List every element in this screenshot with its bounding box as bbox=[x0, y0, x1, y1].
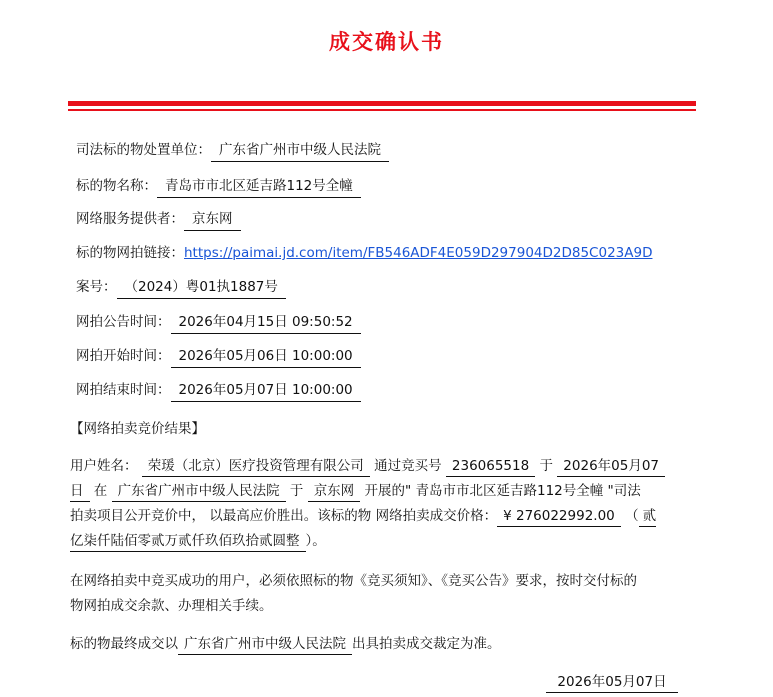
field-disposal-unit bbox=[76, 140, 389, 162]
price-value: 276022992.00 bbox=[515, 508, 615, 524]
price-value-wrap bbox=[497, 506, 621, 527]
price-words: 贰 bbox=[639, 506, 657, 527]
paren-open: （ bbox=[625, 508, 639, 524]
field-auction-link bbox=[76, 243, 652, 263]
payment-paragraph bbox=[70, 569, 700, 619]
field-announce-time bbox=[76, 312, 361, 334]
paren-close: ）。 bbox=[305, 533, 326, 549]
field-label: 标的物名称： bbox=[76, 178, 157, 194]
user-value: 荣瑗（北京）医疗投资管理有限公司 bbox=[142, 456, 370, 477]
field-label: 网拍公告时间： bbox=[76, 314, 171, 330]
sign-date: 2026年05月07日 bbox=[546, 672, 678, 693]
field-case-number bbox=[76, 277, 286, 299]
field-value: 广东省广州市中级人民法院 bbox=[211, 140, 389, 162]
bid-number: 236065518 bbox=[446, 456, 535, 477]
via-text: 通过竞买号 bbox=[374, 458, 442, 474]
yu-text: 于 bbox=[289, 483, 304, 499]
result-paragraph bbox=[70, 454, 700, 554]
header-rule-thick bbox=[68, 101, 696, 106]
final-prefix: 标的物最终成交以 bbox=[70, 636, 178, 652]
deal-date: 2026年05月07 bbox=[557, 456, 665, 477]
price-words-cont: 亿柒仟陆佰零贰万贰仟玖佰玖拾贰圆整 bbox=[70, 531, 306, 552]
user-label: 用户姓名： bbox=[70, 458, 138, 474]
auction-link[interactable]: https://paimai.jd.com/item/FB546ADF4E059D297904D2D85C023A9D bbox=[184, 245, 653, 261]
yen-symbol: ¥ bbox=[503, 508, 512, 524]
payment-line-2: 物网拍成交余款、办理相关手续。 bbox=[70, 598, 273, 614]
field-value: 2026年05月06日 10:00:00 bbox=[171, 346, 361, 368]
field-label: 网拍开始时间： bbox=[76, 348, 171, 364]
field-value: 2026年05月07日 10:00:00 bbox=[171, 380, 361, 402]
field-provider bbox=[76, 209, 241, 231]
field-value: 2026年04月15日 09:50:52 bbox=[171, 312, 361, 334]
field-start-time bbox=[76, 346, 361, 368]
in-text: 在 bbox=[93, 483, 108, 499]
field-label: 司法标的物处置单位： bbox=[76, 142, 211, 158]
field-label: 网络服务提供者： bbox=[76, 211, 184, 227]
payment-line-1: 在网络拍卖中竞买成功的用户，必须依照标的物《竞买须知》、《竞买公告》要求，按时交付标的 bbox=[70, 573, 637, 589]
field-label: 网拍结束时间： bbox=[76, 382, 171, 398]
header-rule-thin bbox=[68, 109, 696, 111]
document-title: 成交确认书 bbox=[329, 30, 444, 54]
field-end-time bbox=[76, 380, 361, 402]
price-intro: 拍卖项目公开竞价中， 以最高应价胜出。该标的物 网络拍卖成交价格： bbox=[70, 508, 498, 524]
field-value: 京东网 bbox=[184, 209, 241, 231]
court-value: 广东省广州市中级人民法院 bbox=[112, 481, 286, 502]
field-value: （2024）粤01执1887号 bbox=[117, 277, 286, 299]
platform-value: 京东网 bbox=[308, 481, 361, 502]
field-item-name bbox=[76, 176, 361, 198]
final-suffix: 出具拍卖成交裁定为准。 bbox=[352, 636, 501, 652]
section-title: 【网络拍卖竞价结果】 bbox=[70, 421, 205, 437]
final-court: 广东省广州市中级人民法院 bbox=[178, 634, 352, 655]
field-label: 标的物网拍链接： bbox=[76, 245, 184, 261]
final-paragraph bbox=[70, 632, 700, 657]
held-text: 开展的" 青岛市市北区延吉路112号全幢 "司法 bbox=[364, 483, 641, 499]
field-label: 案号： bbox=[76, 279, 117, 295]
at-text: 于 bbox=[539, 458, 553, 474]
field-value: 青岛市市北区延吉路112号全幢 bbox=[157, 176, 361, 198]
deal-date-cont: 日 bbox=[70, 481, 90, 502]
